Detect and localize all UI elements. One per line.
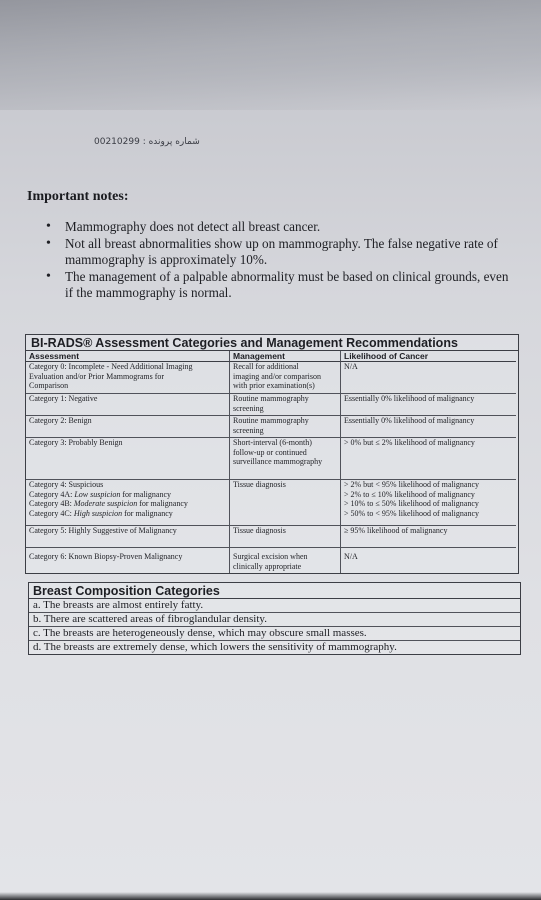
likelihood-cell	[341, 416, 516, 438]
management-text: surveillance mammography	[233, 457, 323, 466]
likelihood-text: ≥ 95% likelihood of malignancy	[344, 526, 448, 535]
assessment-text: Category 6: Known Biopsy-Proven Malignancy	[29, 552, 183, 561]
management-cell	[230, 548, 341, 573]
management-cell	[230, 526, 341, 548]
likelihood-cell	[341, 548, 516, 573]
management-text: Surgical excision when	[233, 552, 308, 561]
management-text: Routine mammography	[233, 394, 309, 403]
birads-table	[25, 334, 519, 574]
header-likelihood: Likelihood of Cancer	[341, 351, 516, 362]
assessment-cell	[26, 394, 230, 416]
management-cell	[230, 480, 341, 526]
composition-row: c. The breasts are heterogeneously dense, which may obscure small masses.	[29, 627, 520, 641]
assessment-cell	[26, 416, 230, 438]
assessment-text: Category 2: Benign	[29, 416, 92, 425]
assessment-text-part: for malignancy	[120, 489, 171, 499]
management-text: Short-interval (6-month)	[233, 438, 312, 447]
composition-row: a. The breasts are almost entirely fatty.	[29, 599, 520, 613]
assessment-text-part: Category 4B:	[29, 499, 74, 508]
management-cell	[230, 394, 341, 416]
page-bottom-shadow	[0, 892, 541, 900]
note-item: • The management of a palpable abnormality must be based on clinical grounds, even if the mammography is normal.	[45, 269, 515, 302]
assessment-text: Category 3: Probably Benign	[29, 438, 123, 447]
assessment-cell	[26, 526, 230, 548]
likelihood-cell	[341, 526, 516, 548]
assessment-text: Evaluation and/or Prior Mammograms for	[29, 371, 165, 381]
likelihood-text: > 2% to ≤ 10% likelihood of malignancy	[344, 489, 475, 499]
assessment-text-part: Category 4A:	[29, 489, 75, 499]
assessment-cell	[26, 362, 230, 394]
likelihood-cell	[341, 362, 516, 394]
management-text: with prior examination(s)	[233, 381, 315, 390]
assessment-text-emphasis: Low suspicion	[74, 489, 121, 499]
likelihood-cell	[341, 438, 516, 480]
likelihood-text: N/A	[344, 552, 358, 561]
likelihood-text: > 10% to ≤ 50% likelihood of malignancy	[344, 499, 479, 508]
management-cell	[230, 362, 341, 394]
assessment-text-part: for malignancy	[122, 508, 173, 518]
assessment-text-part: Category 4C:	[29, 508, 74, 518]
composition-table	[28, 582, 521, 655]
likelihood-text: Essentially 0% likelihood of malignancy	[344, 394, 475, 403]
management-text: Routine mammography	[233, 416, 309, 425]
management-text: Tissue diagnosis	[233, 526, 286, 535]
paper-fold-shadow	[0, 0, 541, 110]
likelihood-text: N/A	[344, 362, 358, 371]
assessment-text-part: for malignancy	[137, 499, 188, 508]
assessment-text-emphasis: Moderate suspicion	[73, 499, 138, 508]
file-number-value: 00210299	[94, 137, 140, 147]
assessment-text	[29, 499, 226, 509]
management-cell	[230, 438, 341, 480]
management-cell	[230, 416, 341, 438]
birads-table-title: BI-RADS® Assessment Categories and Management Recommendations	[26, 335, 518, 351]
management-text: screening	[233, 425, 264, 435]
file-number-label: شماره پرونده :	[142, 137, 200, 147]
management-text: Tissue diagnosis	[233, 480, 286, 489]
birads-grid	[26, 351, 518, 573]
likelihood-text: > 50% to < 95% likelihood of malignancy	[344, 508, 479, 518]
management-text: follow-up or continued	[233, 447, 307, 457]
management-text: Recall for additional	[233, 362, 299, 371]
assessment-cell	[26, 480, 230, 526]
note-item: • Not all breast abnormalities show up on mammography. The false negative rate of mammography is approximately 10%.	[45, 236, 515, 269]
header-assessment: Assessment	[26, 351, 230, 362]
assessment-text	[29, 490, 226, 500]
likelihood-text: Essentially 0% likelihood of malignancy	[344, 416, 475, 425]
note-item: • Mammography does not detect all breast cancer.	[45, 219, 515, 236]
composition-row: d. The breasts are extremely dense, which lowers the sensitivity of mammography.	[33, 641, 397, 653]
assessment-text: Category 4: Suspicious	[29, 480, 104, 489]
composition-row: b. There are scattered areas of fibroglandular density.	[29, 613, 520, 627]
management-text: clinically appropriate	[233, 561, 302, 571]
likelihood-cell	[341, 394, 516, 416]
assessment-text: Category 1: Negative	[29, 394, 98, 403]
assessment-text-emphasis: High suspicion	[73, 508, 123, 518]
file-number	[94, 137, 200, 147]
assessment-text: Category 0: Incomplete - Need Additional Imaging	[29, 362, 193, 371]
assessment-cell	[26, 438, 230, 480]
assessment-text	[29, 509, 226, 519]
assessment-cell	[26, 548, 230, 573]
management-text: imaging and/or comparison	[233, 371, 321, 381]
likelihood-text: > 2% but < 95% likelihood of malignancy	[344, 480, 479, 489]
header-management: Management	[230, 351, 341, 362]
assessment-text: Comparison	[29, 381, 69, 390]
likelihood-text: > 0% but ≤ 2% likelihood of malignancy	[344, 438, 475, 447]
composition-title: Breast Composition Categories	[29, 583, 520, 599]
management-text: screening	[233, 403, 264, 413]
notes-list	[45, 219, 515, 302]
notes-title: Important notes:	[27, 189, 129, 204]
likelihood-cell	[341, 480, 516, 526]
assessment-text: Category 5: Highly Suggestive of Malignancy	[29, 526, 177, 535]
